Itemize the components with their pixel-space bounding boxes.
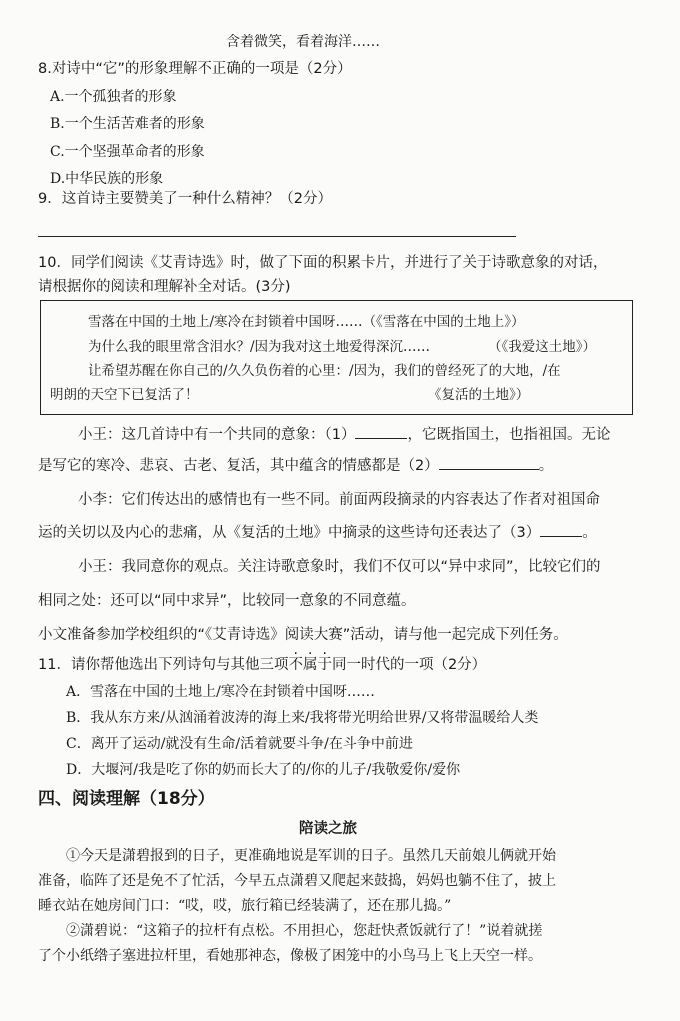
question-9-answer-line — [38, 236, 516, 237]
dialogue-wang-text-d: 。 — [538, 458, 554, 474]
question-8-option-c: C.一个坚强革命者的形象 — [50, 144, 205, 160]
question-8-option-a: A.一个孤独者的形象 — [50, 89, 177, 105]
passage-p1-line2: 准备，临阵了还是免不了忙活，今早五点潇碧又爬起来鼓捣，妈妈也躺不住了，披上 — [38, 873, 556, 889]
question-11-emphasis — [288, 657, 332, 673]
section-4-heading: 四、阅读理解（18分） — [38, 789, 215, 809]
question-11-stem — [38, 656, 486, 674]
question-8-stem: 8.对诗中“它”的形象理解不正确的一项是（2分） — [38, 61, 352, 77]
question-11-option-b: B．我从东方来/从汹涌着波涛的海上来/我将带光明给世界/又将带温暖给人类 — [66, 710, 539, 726]
passage-p2-line2: 了个小纸绺子塞进拉杆里，看她那神态，像极了困笼中的小鸟马上飞上天空一样。 — [38, 948, 542, 964]
dialogue-wang2-line1: 小王：我同意你的观点。关注诗歌意象时，我们不仅可以“异中求同”，比较它们的 — [78, 559, 601, 575]
dialogue-wang-text-c: 是写它的寒冷、悲哀、古老、复活，其中蕴含的情感都是（2） — [38, 458, 439, 474]
dialogue-li-line2 — [38, 524, 597, 542]
card-line-4: 明朗的天空下已复活了！ — [50, 387, 199, 403]
emphasis-char: 不 — [288, 657, 303, 673]
question-11-option-a: A．雪落在中国的土地上/寒冷在封锁着中国呀…… — [66, 684, 375, 700]
dialogue-wang-line1 — [78, 426, 610, 444]
contest-intro: 小文准备参加学校组织的“《艾青诗选》阅读大赛”活动，请与他一起完成下列任务。 — [38, 627, 568, 643]
dialogue-wang-text-b: ，它既指国土，也指祖国。无论 — [407, 427, 611, 443]
blank-1[interactable] — [355, 426, 407, 439]
dialogue-li-text-b: 运的关切以及内心的悲痛，从《复活的土地》中摘录的这些诗句还表达了（3） — [38, 525, 541, 541]
dialogue-wang2-line2: 相同之处：还可以“同中求异”，比较同一意象的不同意蕴。 — [38, 593, 416, 609]
question-11-option-c: C．离开了运动/就没有生命/活着就要斗争/在斗争中前进 — [66, 736, 413, 752]
dialogue-wang-line2 — [38, 457, 553, 475]
passage-p1-line3: 睡衣站在她房间门口：“哎，哎，旅行箱已经装满了，还在那儿捣。” — [38, 898, 452, 914]
passage-p1-line1: ①今天是潇碧报到的日子，更准确地说是军训的日子。虽然几天前娘儿俩就开始 — [66, 848, 556, 864]
emphasis-char: 于 — [317, 657, 332, 673]
card-line-2: 为什么我的眼里常含泪水？/因为我对这土地爱得深沉…… — [88, 339, 431, 355]
card-line-1: 雪落在中国的土地上/寒冷在封锁着中国呀……（《雪落在中国的土地上》） — [88, 314, 525, 330]
blank-3[interactable] — [540, 524, 582, 537]
question-9-stem: 9．这首诗主要赞美了一种什么精神？（2分） — [38, 191, 332, 207]
question-8-option-d: D.中华民族的形象 — [50, 171, 164, 187]
question-8-option-b: B.一个生活苦难者的形象 — [50, 116, 205, 132]
question-10-stem-line1: 10．同学们阅读《艾青诗选》时，做了下面的积累卡片，并进行了关于诗歌意象的对话， — [38, 255, 608, 271]
poem-last-line: 含着微笑，看着海洋…… — [226, 34, 380, 50]
blank-2[interactable] — [439, 457, 539, 470]
passage-p2-line1: ②潇碧说：“这箱子的拉杆有点松。不用担心，您赶快煮饭就行了！”说着就搓 — [66, 923, 543, 939]
card-line-4-source: 《复活的土地》） — [428, 387, 530, 403]
card-line-3: 让希望苏醒在你自己的/久久负伤着的心里：/因为，我们的曾经死了的大地，/在 — [88, 363, 561, 379]
dialogue-li-text-c: 。 — [582, 525, 597, 541]
emphasis-char: 属 — [302, 657, 318, 673]
question-11-option-d: D．大堰河/我是吃了你的奶而长大了的/你的儿子/我敬爱你/爱你 — [66, 762, 461, 778]
dialogue-li-line1: 小李：它们传达出的感情也有一些不同。前面两段摘录的内容表达了作者对祖国命 — [78, 492, 600, 508]
question-10-stem-line2: 请根据你的阅读和理解补全对话。(3分) — [38, 279, 291, 295]
question-11-stem-pre: 11．请你帮他选出下列诗句与其他三项 — [38, 657, 289, 673]
question-11-stem-post: 同一时代的一项（2分） — [331, 657, 487, 673]
dialogue-wang-text-a: 小王：这几首诗中有一个共同的意象：（1） — [78, 427, 356, 443]
card-line-2-source: （《我爱这土地》） — [488, 339, 596, 355]
passage-title: 陪读之旅 — [299, 821, 357, 837]
